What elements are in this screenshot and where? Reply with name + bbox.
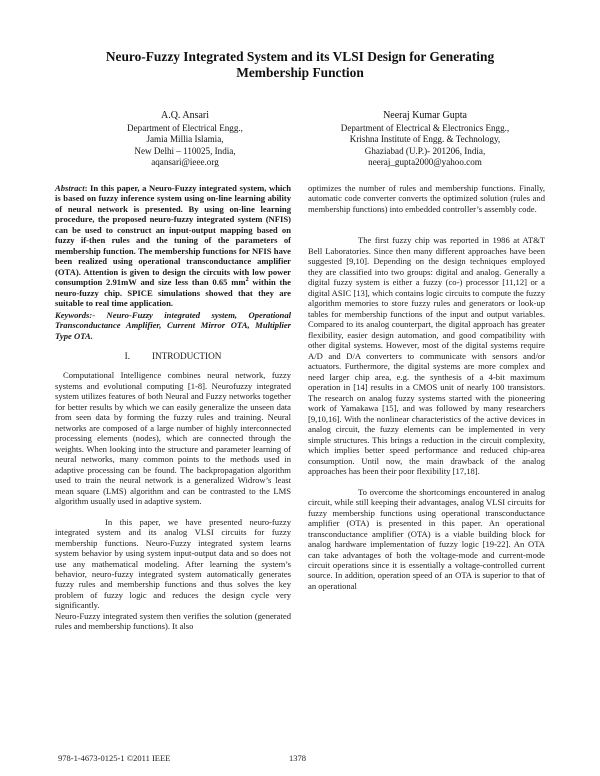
right-column [308,183,545,591]
page-number: 1378 [289,753,306,763]
title-line-2: Membership Function [236,65,364,80]
abstract [55,183,291,309]
body-paragraph: optimizes the number of rules and membership functions. Finally, automatic code converter converts the optimized solution (rules and membership functions) into embedded controller’s assembly code. [308,183,545,214]
author-email: neeraj_gupta2000@yahoo.com [368,157,482,168]
author-name: Neeraj Kumar Gupta [383,110,467,121]
author-block-2 [305,110,545,169]
body-paragraph: Neuro-Fuzzy integrated system then verifies the solution (generated rules and membership functions). It also [55,610,291,632]
paper-title [40,49,560,81]
section-title: INTRODUCTION [151,351,222,362]
abstract-text-end: within the neuro-fuzzy chip. SPICE simulations showed that they are suitable to real time application. [55,277,292,309]
author-affiliation-line: Department of Electrical Engg., [127,122,243,133]
abstract-text: : In this paper, a Neuro-Fuzzy integrated system, which is based on fuzzy inference system using on-line learning ability of neural network is presented. By using on-line learning procedure, the proposed neuro-fuzzy integrated system (NFIS) can be used to construct an input-output mapping based on fuzzy if-then rules and the tuning of the parameters of membership function. The membership functions for NFIS have been realized using operational transconductance amplifier (OTA). Attention is given to design the circuits with low power consumption 2.91mW and size less than 0.65 mm [55,183,291,288]
author-affiliation-line: Krishna Institute of Engg. & Technology, [349,134,501,145]
author-affiliation-line: Ghaziabad (U.P.)- 201206, India, [364,145,486,156]
author-email: aqansari@ieee.org [151,157,219,168]
author-affiliation-line: Jamia Millia Islamia, [146,134,224,145]
author-affiliation-line: Department of Electrical & Electronics Engg., [340,122,510,133]
author-block-1 [95,110,275,169]
keywords-label: Keywords:- [55,309,96,320]
author-affiliation-line: New Delhi – 110025, India, [134,145,236,156]
body-paragraph: In this paper, we have presented neuro-fuzzy integrated system and its analog VLSI circuits for fuzzy membership functions. Neuro-Fuzzy integrated system learns system behavior by using system input-output data and so does not use any mathematical modeling. After learning the system’s behavior, neuro-fuzzy integrated system automatically generates fuzzy rules and membership functions and thus solves the key problem of fuzzy logic and reduces the design cycle very significantly. [55,516,291,611]
author-name: A.Q. Ansari [160,110,210,121]
title-line-1: Neuro-Fuzzy Integrated System and its VLSI Design for Generating [105,49,495,64]
body-paragraph: Computational Intelligence combines neural network, fuzzy systems and evolutional computing [1-8]. Neurofuzzy integrated system utilizes features of both Neural and Fuzzy networks together for better results by which we can easily generalize the unseen data from seen data by forming the fuzzy rules and training. Neural networks are composed of a large number of highly interconnected processing elements (nodes), which are connected through the weights. When looking into the structure and parameter learning of neural networks, many common points to the methods used in adaptive processing can be found. The backpropagation algorithm used to train the neural network is a generalized Widrow’s least mean square (LMS) algorithm and can be contrasted to the LMS algorithm usually used in adaptive system. [55,370,291,507]
section-number: I. [124,351,130,362]
body-paragraph: To overcome the shortcomings encountered in analog circuit, while still keeping their advantages, analog VLSI circuits for fuzzy membership functions using operational transconductance amplifier (OTA) is presented in this paper. An operational transconductance amplifier (OTA) is a viable building block for analog hardware implementation of fuzzy logic [19-22]. An OTA can take advantages of both the voltage-mode and current-mode circuit operations since it is essentially a voltage-controlled current source. In addition, operation speed of an OTA is superior to that of an operational [308,486,545,591]
footer-isbn: 978-1-4673-0125-1 ©2011 IEEE [58,753,171,763]
keywords-text: Neuro-Fuzzy integrated system, Operational Transconductance Amplifier, Current Mirror OTA, Multiplier Type OTA. [55,309,291,341]
keywords [55,310,291,341]
abstract-superscript: 2 [245,277,249,284]
body-paragraph: The first fuzzy chip was reported in 1986 at AT&T Bell Laboratories. Since then many different approaches have been suggested [9,10]. Depending on the design techniques employed they are classified into two groups: digital and analog. Generally a digital fuzzy system is either a fuzzy (co-) processor [11,12] or a digital ASIC [13], which contains logic circuits to compute the fuzzy algorithm memories to store fuzzy rules and generators or look-up tables for membership functions of the input and output variables. Compared to its analog counterpart, the digital approach has greater flexibility, easier design automation, and good compatibility with other digital systems. However, most of the digital systems require A/D and D/A converters to communicate with sensors and/or actuators. Furthermore, the digital systems are more complex and need larger chip area, e.g. the synthesis of a 4-bit maximum operation in [14] results in a CMOS unit of nearly 100 transistors. The research on analog fuzzy systems started with the pioneering work of Yamakawa [15], and was followed by many researchers [9,10,16]. With the nonlinear characteristics of the active devices in analog circuit, the fuzzy elements can be implemented in very simple structures. This brings a reduction in the circuit complexity, which implies better speed performance and reduced chip-area consumption. Until now, the main drawback of the analog approaches has been their poor flexibility [17,18]. [308,235,545,477]
section-heading-introduction [55,351,291,362]
abstract-label: Abstract [55,183,85,193]
left-column [55,183,291,632]
